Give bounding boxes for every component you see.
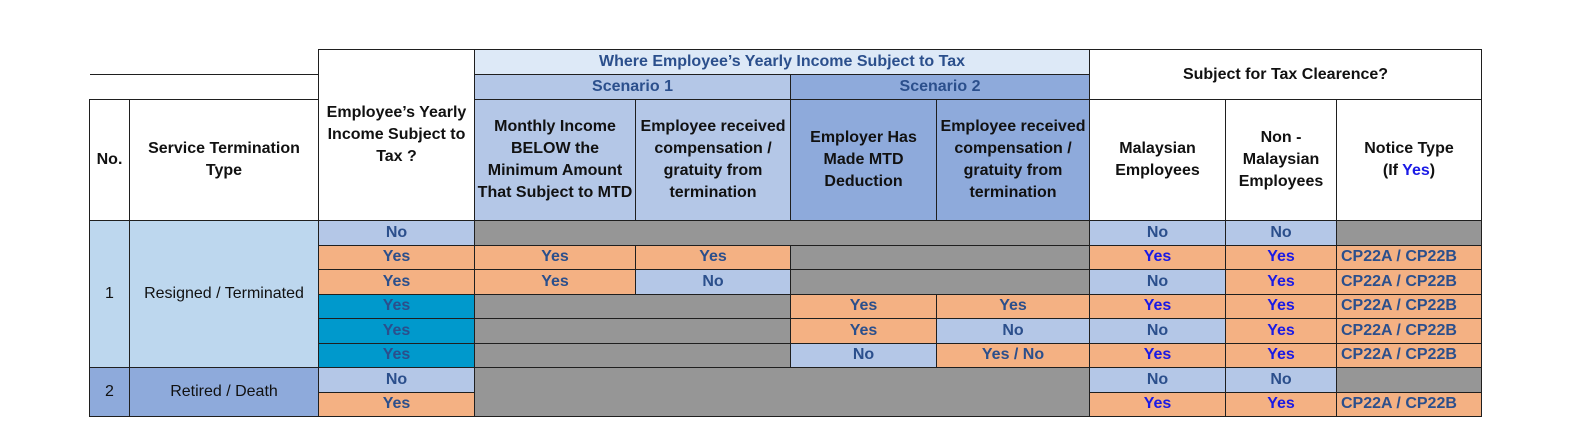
col-header-non-malaysian: Non - Malaysian Employees — [1226, 100, 1337, 221]
non-malaysian-cell: Yes — [1226, 343, 1337, 368]
s1-compensation-cell: Yes — [636, 245, 791, 270]
non-malaysian-cell: Yes — [1226, 245, 1337, 270]
s2-mtd-cell: Yes — [791, 319, 937, 344]
na-cell — [475, 343, 791, 368]
col-header-malaysian: Malaysian Employees — [1090, 100, 1226, 221]
notice-cell: CP22A / CP22B — [1337, 245, 1482, 270]
malaysian-cell: Yes — [1090, 294, 1226, 319]
table-row — [90, 221, 1482, 246]
notice-if-yes: Yes — [1402, 162, 1430, 179]
subject-cell: Yes — [319, 245, 475, 270]
na-cell — [475, 294, 791, 319]
malaysian-cell: Yes — [1090, 343, 1226, 368]
non-malaysian-cell: Yes — [1226, 270, 1337, 295]
subject-cell: Yes — [319, 294, 475, 319]
scenario-1-header: Scenario 1 — [475, 75, 791, 100]
s2-mtd-cell: No — [791, 343, 937, 368]
col-header-no: No. — [90, 100, 130, 221]
notice-if-open: (If — [1382, 162, 1403, 179]
col-header-s1-compensation: Employee received compensation / gratuity from termination — [636, 100, 791, 221]
subject-cell: No — [319, 368, 475, 393]
non-malaysian-cell: No — [1226, 368, 1337, 393]
notice-cell: CP22A / CP22B — [1337, 294, 1482, 319]
col-header-termination-type: Service Termination Type — [130, 100, 319, 221]
s2-compensation-cell: No — [937, 319, 1090, 344]
non-malaysian-cell: Yes — [1226, 294, 1337, 319]
malaysian-cell: No — [1090, 270, 1226, 295]
col-header-mtd-deduction: Employer Has Made MTD Deduction — [791, 100, 937, 221]
tax-clearance-table — [89, 49, 1482, 417]
col-header-subject-to-tax: Employee’s Yearly Income Subject to Tax ? — [319, 50, 475, 221]
group-header-tax-clearance: Subject for Tax Clearence? — [1090, 50, 1482, 100]
subject-cell: Yes — [319, 343, 475, 368]
col-header-notice-type — [1337, 100, 1482, 221]
subject-cell: Yes — [319, 319, 475, 344]
s2-compensation-cell: Yes — [937, 294, 1090, 319]
na-cell — [791, 270, 1090, 295]
malaysian-cell: No — [1090, 319, 1226, 344]
scenario-2-header: Scenario 2 — [791, 75, 1090, 100]
termination-type: Resigned / Terminated — [130, 221, 319, 368]
s1-below-min-cell: Yes — [475, 245, 636, 270]
group-header-yearly-income: Where Employee’s Yearly Income Subject to Tax — [475, 50, 1090, 75]
empty-corner — [90, 50, 319, 75]
subject-cell: Yes — [319, 392, 475, 417]
notice-cell: CP22A / CP22B — [1337, 392, 1482, 417]
malaysian-cell: No — [1090, 221, 1226, 246]
termination-type: Retired / Death — [130, 368, 319, 417]
notice-cell — [1337, 368, 1482, 393]
na-cell — [475, 319, 791, 344]
non-malaysian-cell: Yes — [1226, 319, 1337, 344]
s2-compensation-cell: Yes / No — [937, 343, 1090, 368]
malaysian-cell: Yes — [1090, 245, 1226, 270]
notice-cell: CP22A / CP22B — [1337, 270, 1482, 295]
s1-compensation-cell: No — [636, 270, 791, 295]
malaysian-cell: No — [1090, 368, 1226, 393]
notice-if-close: ) — [1429, 162, 1436, 179]
na-cell — [475, 368, 1090, 417]
notice-cell: CP22A / CP22B — [1337, 319, 1482, 344]
col-header-below-minimum: Monthly Income BELOW the Minimum Amount That Subject to MTD — [475, 100, 636, 221]
non-malaysian-cell: Yes — [1226, 392, 1337, 417]
subject-cell: No — [319, 221, 475, 246]
s1-below-min-cell: Yes — [475, 270, 636, 295]
row-number: 2 — [90, 368, 130, 417]
row-number: 1 — [90, 221, 130, 368]
subject-cell: Yes — [319, 270, 475, 295]
col-header-s2-compensation: Employee received compensation / gratuity from termination — [937, 100, 1090, 221]
notice-cell: CP22A / CP22B — [1337, 343, 1482, 368]
s2-mtd-cell: Yes — [791, 294, 937, 319]
notice-type-label: Notice Type — [1364, 140, 1454, 157]
malaysian-cell: Yes — [1090, 392, 1226, 417]
na-cell — [475, 221, 1090, 246]
na-cell — [791, 245, 1090, 270]
notice-cell — [1337, 221, 1482, 246]
non-malaysian-cell: No — [1226, 221, 1337, 246]
empty-corner-2 — [90, 75, 319, 100]
table-row — [90, 368, 1482, 393]
